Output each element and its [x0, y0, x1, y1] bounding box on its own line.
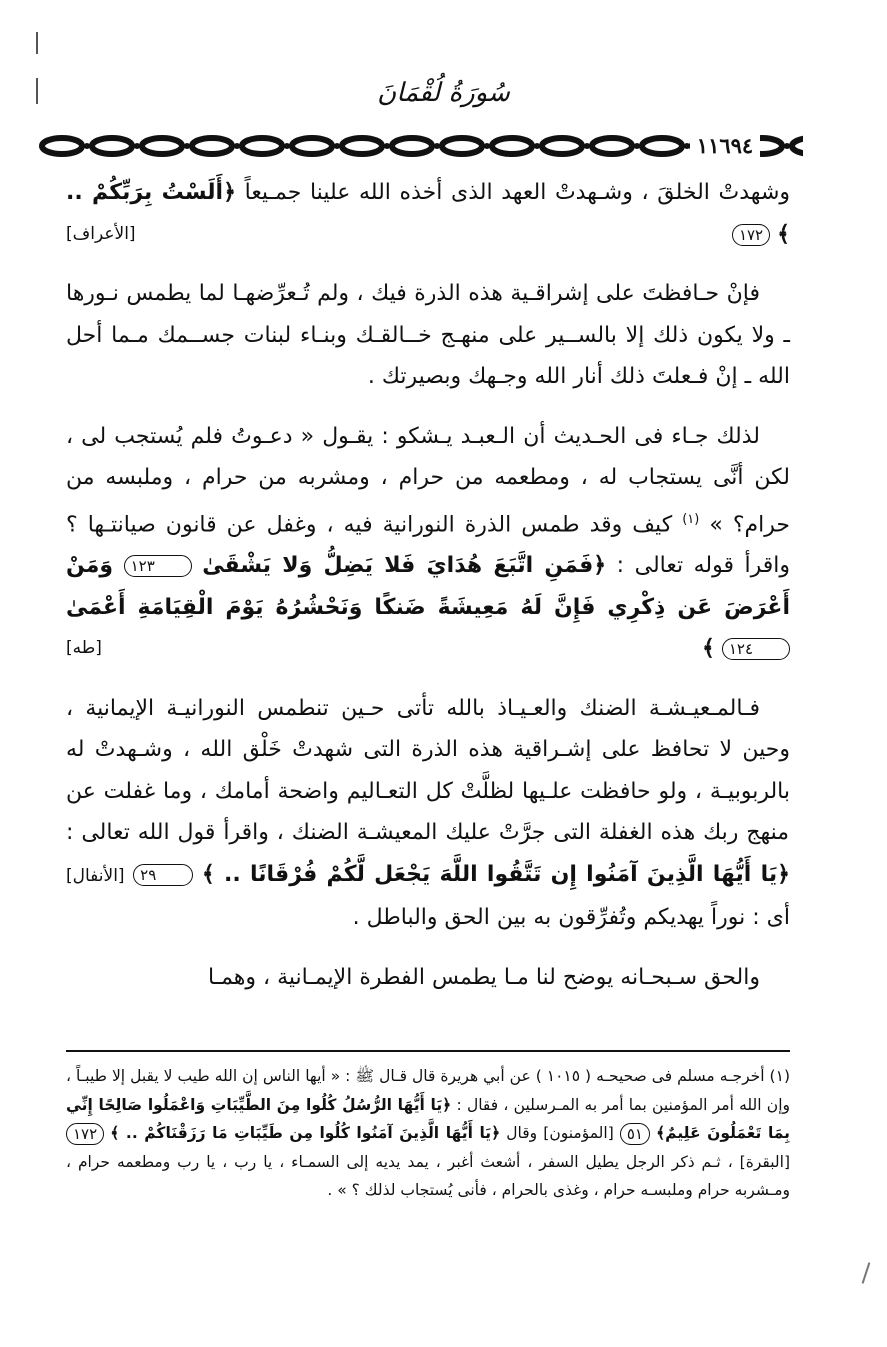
margin-mark-top	[36, 32, 38, 54]
quran-bracket: ﴾	[701, 636, 715, 662]
chain-link	[492, 138, 532, 154]
surah-reference: [طه]	[66, 638, 102, 659]
chain-link	[592, 138, 632, 154]
decorative-chain-border	[38, 133, 803, 159]
chain-link	[392, 138, 432, 154]
ayah-number: ١٢٤	[722, 638, 790, 660]
ayah-number: ٢٩	[133, 864, 193, 886]
ayah-number: ١٢٣	[124, 555, 192, 577]
chain-link	[92, 138, 132, 154]
footnote-text: وقال	[500, 1124, 538, 1142]
footnote-quran-verse: ﴿يَا أَيُّهَا الرُّسُلُ كُلُوا مِنَ الطَّيِّبَاتِ وَاعْمَلُوا صَالِحًا إِنِّي بِمَا تَعْمَلُونَ عَلِيمٌ﴾	[66, 1095, 790, 1142]
footnote-marker: (١)	[682, 511, 700, 527]
paragraph-3	[66, 416, 790, 670]
surah-reference: [البقرة]	[739, 1152, 790, 1171]
chain-link	[642, 138, 682, 154]
paragraph-3-text-cont: كيف وقد طمس الذرة النورانية فيه ، وغفل عن قانون صيانتـها ؟ واقرأ قوله تعالى :	[66, 511, 790, 579]
paragraph-2: فإنْ حـافظتَ على إشراقـية هذه الذرة فيك ، ولم تُـعرِّضهـا لما يطمس نـورها ـ ولا يكون ذلك إلا بالســير على منهـج خــالقـك وبنـاء لبنات جســمك مـما أحل الله ـ إنْ فـعلتَ ذلك أنار الله وجـهك وبصيرتك .	[66, 281, 790, 389]
chain-link	[142, 138, 182, 154]
surah-reference: [المؤمنون]	[543, 1124, 614, 1142]
chain-link	[42, 138, 82, 154]
surah-reference: [الأنفال]	[66, 865, 125, 886]
scan-mark	[862, 1262, 871, 1284]
chain-link	[792, 138, 803, 154]
chain-link	[242, 138, 282, 154]
quran-verse: ﴿فَمَنِ اتَّبَعَ هُدَايَ فَلا يَضِلُّ وَلا يَشْقَىٰ	[202, 553, 607, 579]
paragraph-4-text: فـالمـعيـشـة الضنك والعـيـاذ بالله تأتى حـين تنطمس النورانيـة الإيمانية ، وحين لا تحافظ على إشـراقية هذه الذرة التى شهدتْ خَلْق الله ، وشـهدتْ له بالربوبيـة ، ولو حافظت علـيها لظلَّتْ كل التعـاليم واضحة أمامك ، وما غفلت عن منهج ربك هذه الغفلة التى جرَّتْ عليك المعيشـة الضنك ، واقرأ قول الله تعالى :	[66, 695, 790, 846]
footnote-divider	[66, 1050, 790, 1052]
ayah-number: ١٧٢	[66, 1123, 104, 1145]
chain-link	[192, 138, 232, 154]
footnote	[66, 1062, 790, 1205]
footnote-text: (١) أخرجـه مسلم فى صحيحـه ( ١٠١٥ ) عن أبي هريرة قال قـال ﷺ : « أيها الناس إن الله طيب لا يقبل إلا طيبـاً ، وإن الله أمر المؤمنين بما أمر به المـرسلين ، فقال :	[66, 1067, 790, 1114]
quran-verse: ﴿يَا أَيُّهَا الَّذِينَ آمَنُوا إِن تَتَّقُوا اللَّهَ يَجْعَل لَّكُمْ فُرْقَانًا .. ﴾	[201, 861, 791, 887]
quran-verse: ﴿أَلَسْتُ بِرَبِّكُمْ .. ﴾	[66, 180, 790, 247]
footnote-quran-verse: ﴿يَا أَيُّهَا الَّذِينَ آمَنُوا كُلُوا مِن طَيِّبَاتِ مَا رَزَقْنَاكُمْ .. ﴾	[110, 1124, 501, 1142]
quran-verse: وَمَنْ أَعْرَضَ عَن ذِكْرِي فَإِنَّ لَهُ مَعِيشَةً ضَنكًا وَنَحْشُرُهُ يَوْمَ الْقِيَامَةِ أَعْمَىٰ	[66, 553, 790, 620]
ayah-number: ٥١	[620, 1123, 650, 1145]
chain-link	[292, 138, 332, 154]
paragraph-1-text: وشهدتْ الخلقَ ، وشـهدتْ العهد الذى أخذه الله علينا جمـيعاً	[235, 180, 791, 205]
footnote-text: ، ثـم ذكر الرجل يطيل السفر ، أشعث أغبر ، يمد يديه إلى السمـاء ، يا رب ، يا رب ومطعمه حرام ، ومـشربه حرام وملبسـه حرام ، وغذى بالحرام ، فأنى يُستجاب لذلك ؟ » .	[66, 1152, 790, 1199]
paragraph-3-text: لذلك جـاء فى الحـديث أن الـعبـد يـشكو : يقـول « دعـوتُ فلم يُستجب لى ، لكن أنَّى يستجاب له ، ومطعمه من حرام ، ومشربه من حرام ، وملبسه من حرام؟ »	[66, 423, 791, 537]
paragraph-5: والحق سـبحـانه يوضح لنا مـا يطمس الفطرة الإيمـانية ، وهمـا	[207, 964, 760, 990]
paragraph-4-text-cont: أى : نوراً يهديكم وتُفرِّقون به بين الحق والباطل .	[352, 905, 790, 931]
chain-link	[342, 138, 382, 154]
surah-reference: [الأعراف]	[66, 223, 136, 244]
paragraph-4	[66, 688, 790, 939]
main-text	[66, 172, 790, 1016]
ayah-number: ١٧٢	[732, 224, 770, 246]
surah-title: سُورَةُ لُقْمَانَ	[377, 78, 510, 108]
paragraph-1	[66, 172, 790, 255]
chain-link	[542, 138, 582, 154]
chain-link	[442, 138, 482, 154]
page-number: ١١٦٩٤	[690, 133, 760, 159]
